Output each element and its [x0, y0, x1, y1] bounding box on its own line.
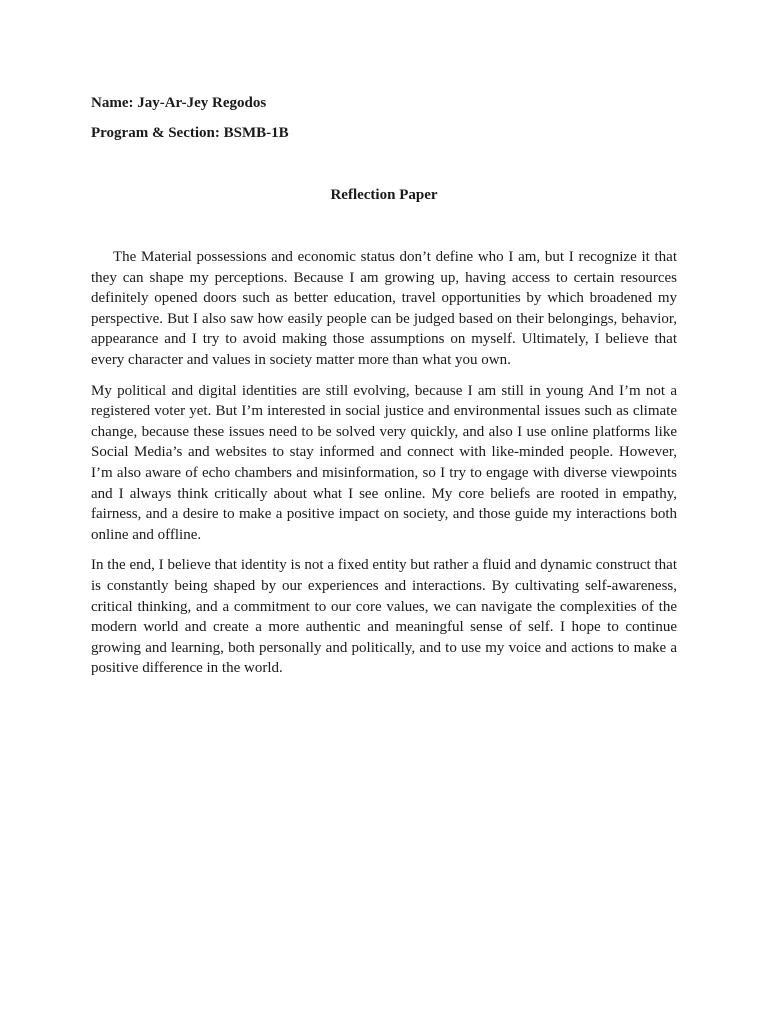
page-title: Reflection Paper: [330, 187, 438, 203]
paragraph-3: In the end, I believe that identity is not a fixed entity but rather a fluid and dynamic construct that is constantly being shaped by our experiences and interactions. By cultivating self-awareness, critical thinking, and a commitment to our core values, we can navigate the complexities of the modern world and create a more authentic and meaningful sense of self. I hope to continue growing and learning, both personally and politically, and to use my voice and actions to make a positive difference in the world.: [91, 557, 677, 677]
program-section: Program & Section: BSMB-1B: [91, 125, 289, 141]
author-name: Name: Jay-Ar-Jey Regodos: [91, 95, 267, 111]
paragraph-1: The Material possessions and economic status don’t define who I am, but I recognize it that they can shape my perceptions. Because I am growing up, having access to certain resources definitely opened doors such as better education, travel opportunities by which broadened my perspective. But I also saw how easily people can be judged based on their belongings, behavior, appearance and I try to avoid making those assumptions on myself. Ultimately, I believe that every character and values in society matter more than what you own.: [91, 249, 677, 368]
document-body: [91, 247, 677, 689]
paragraph-2: My political and digital identities are still evolving, because I am still in young And I’m not a registered voter yet. But I’m interested in social justice and environmental issues such as climate change, because these issues need to be solved very quickly, and also I use online platforms like Social Media’s and websites to stay informed and connect with like-minded people. However, I’m also aware of echo chambers and misinformation, so I try to engage with diverse viewpoints and I always think critically about what I see online. My core beliefs are rooted in empathy, fairness, and a desire to make a positive impact on society, and those guide my interactions both online and offline.: [91, 382, 677, 543]
